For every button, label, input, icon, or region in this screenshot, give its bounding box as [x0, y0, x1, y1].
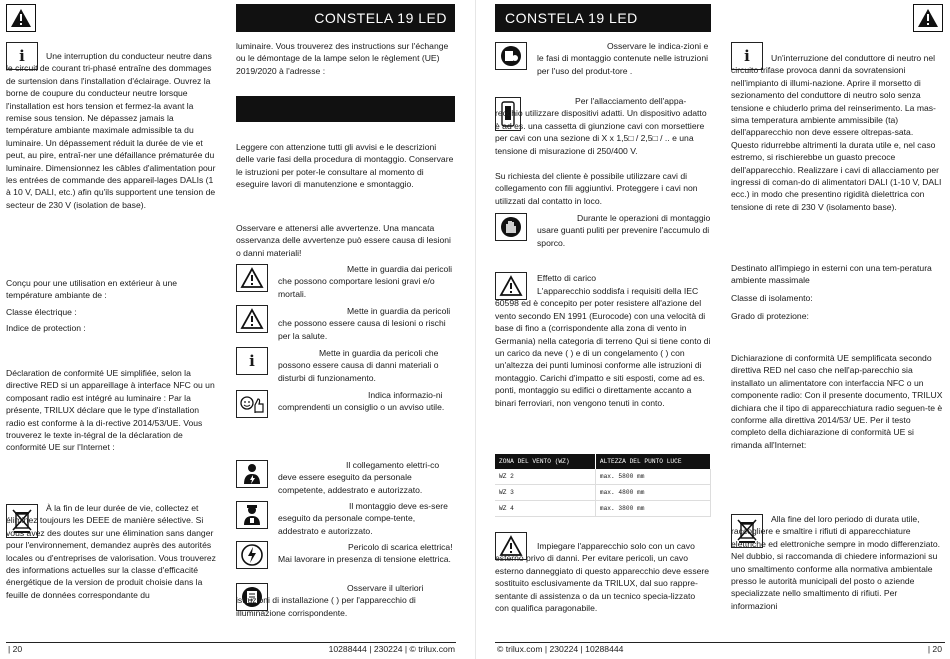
header-bar	[495, 4, 711, 32]
tip-text: Indica informazio-ni comprendenti un consiglio o un avviso utile.	[278, 390, 445, 413]
table-cell: WZ 2	[495, 469, 595, 485]
caution-warning-icon	[236, 305, 268, 333]
right-column-1	[495, 40, 711, 635]
left-column-1	[6, 40, 220, 635]
protection-degree-label: Grado di protezione:	[731, 311, 809, 321]
table-header-light-height: ALTEZZA DEL PUNTO LUCE	[595, 454, 710, 469]
request-text: Su richiesta del cliente è possibile utilizzare cavi di collegamento con fili aggiuntivi. Proteggere i cavi non utilizzati dal contatto in loco.	[495, 171, 698, 206]
electrician-text: Il collegamento elettri-co deve essere eseguito da personale competente, addestrato e autorizzato.	[278, 460, 440, 495]
clean-hands-text: Durante le operazioni di montaggio usare guanti puliti per prevenire l'accumulo di sporco.	[537, 213, 711, 248]
footer-page-number: | 20	[927, 643, 942, 654]
conformity-text: Dichiarazione di conformità UE semplificata secondo direttiva RED nel caso che nell'ap-parecchio sia installato un alimentatore con interfaccia NFC o un componente radio: Con il presente documento, TRILUX dichiara che il tipo di apparecchiatura radio seguen-te è conforme alla direttiva 2014/53/ UE. Per il testo completo della dichiarazione di conformità UE si rimanda all'Internet:	[731, 353, 943, 450]
table-cell: WZ 3	[495, 485, 595, 501]
tip-thumbs-up-icon	[236, 390, 268, 418]
insulation-class-label: Classe di isolamento:	[731, 293, 813, 303]
installer-icon	[236, 501, 268, 529]
header-title: CONSTELA 19 LED	[314, 9, 447, 26]
connection-text: Per l'allacciamento dell'appa-recchio utilizzare dispositivi adatti. Un dispositivo adatto è ad es. una cassetta di giunzione cavi con morsettiere per cavi con una sezione di X x 1,5□ / 2,5□ / .. e una tensione di misurazione di 250/400 V.	[495, 96, 707, 156]
table-cell: WZ 4	[495, 501, 595, 517]
table-cell: max. 5800 mm	[595, 469, 710, 485]
undamaged-cable-text: Impiegare l'apparecchio solo con un cavo esterno privo di danni. Per evitare pericoli, un cavo esterno danneggiato di questo apparecchio deve essere sostituito esclusivamente da TRILUX, dal suo rappre-sentante di assistenza o da un tecnico specia-lizzato con qualifica paragonabile.	[495, 541, 710, 614]
read-instructions-text: Leggere con attenzione tutti gli avvisi e le descrizioni delle varie fasi della procedura di montaggio. Conservare le istruzioni per poter-le consultare al momento di eseguire lavori di manutenzione e smontaggio.	[236, 142, 454, 190]
table-row	[495, 485, 711, 501]
shock-text: Pericolo di scarica elettrica! Mai lavorare in presenza di tensione elettrica.	[278, 542, 453, 565]
wind-zone-table	[495, 454, 711, 517]
load-text: L'apparecchio soddisfa i requisiti della IEC 60598 ed è concepito per poter resistere all'azione del vento secondo EN 1991 (Eurocode) con una velocità di base di fino a (corrispondente alla zona di vento in Germania) nella categoria di terreno Qui si tiene conto di un carico da neve ( ) e di un congelamento ( ) con un'altezza dei punti luminosi conforme alle istruzioni di montaggio. Carichi d'impatto e siti esposti, come ad es. ponti, montaggio su edifici o direttamente accanto a binari ferroviari, non vengono tenuti in conto.	[495, 286, 711, 408]
table-cell: max. 3800 mm	[595, 501, 710, 517]
table-header-wind-zone: ZONA DEL VENTO (WZ)	[495, 454, 595, 469]
danger-warning-icon	[236, 264, 268, 292]
info-icon: i	[6, 42, 38, 70]
outdoor-use-text: Destinato all'impiego in esterni con una tem-peratura ambiente massimale	[731, 263, 932, 286]
table-row	[495, 501, 711, 517]
electrician-icon	[236, 460, 268, 488]
manufacturer-instructions-icon	[495, 42, 527, 70]
observe-warnings-text: Osservare e attenersi alle avvertenze. Una mancata osservanza delle avvertenze può essere causa di lesioni o danni materiali!	[236, 223, 451, 258]
luminaire-instructions-text: luminaire. Vous trouverez des instructions sur l'échange ou le démontage de la lampe selon le règlement (UE) 2019/2020 à l'adresse :	[236, 41, 449, 76]
table-row	[495, 469, 711, 485]
footer-doc-info: 10288444 | 230224 | © trilux.com	[328, 643, 455, 654]
further-instructions-text: Osservare il ulteriori istruzioni di installazione ( ) per l'apparecchio di illuminazione corrispondente.	[236, 583, 424, 618]
conformity-text: Déclaration de conformité UE simplifiée, selon la directive RED si un appareillage à interface NFC ou un composant radio est intégré au luminaire : Par la présente, TRILUX déclare que le type d'installation radio est conforme à la di-rective 2014/53/UE. Vous trouverez le texte in-tégral de la déclaration de conformité UE sur l'Internet :	[6, 368, 215, 453]
left-column-2	[236, 40, 455, 635]
info-note-text: Un'interruzione del conduttore di neutro nel circuito trifase provoca danni da sovratensioni nell'impianto di illumi-nazione. Aprire il morsetto di sezionamento del conduttore di neutro solo senza tensione e chiuderlo prima del reinserimento. La mas-sima temperatura ambiente ammissibile (ta) dell'apparecchio non deve essere oltrepas-sata. Questo ridurrebbe altrimenti la durata utile e, nel caso estremo, si rischierebbe un guasto precoce dell'apparecchio. Realizzare i cavi di allacciamento per ingressi di coman-do di alimentatori DALI (1-10 V, DALI ecc.) in modo che presentino rigidità dielettrica con tensione di rete di 230 V (isolamento base).	[731, 53, 942, 212]
warning-triangle-icon	[913, 4, 943, 32]
info-note-text: Une interruption du conducteur neutre dans le circuit de courant tri-phasé entraîne des dommages de surtension dans l'installation d'éclairage. Ouvrez la borne de coupure du conducteur neutre lorsque l'installation est hors tension et fermez-la avant la remise sous tension. Ne dépassez jamais la température ambiante maximale admissible ta du luminaire. Un dépassement réduit la durée de vie et peut, au pire, entraî-ner une défaillance prématurée du luminaire. Dimensionnez les câbles d'alimentation pour les entrées de commande des appareil-lages DALIs (1 à 10 V, DALI, etc.) afin qu'ils supportent une tension de secteur de 230 V (isolation de base).	[6, 51, 216, 210]
footer-page-number: | 20	[8, 643, 23, 654]
footer-doc-info: © trilux.com | 230224 | 10288444	[497, 643, 624, 654]
weee-text: À la fin de leur durée de vie, collectez et éliminez toujours les DEEE de manière sélective. Si vous avez des doutes sur une élimination sans danger pour l'environnement, demandez auprès des autorités locales ou d'entreprises de valorisation. Vous trouverez des informations actuelles sur la classe d'efficacité énergétique de la version de produit choisie dans la feuille de données correspondante du	[6, 503, 216, 600]
section-heading-bar	[236, 96, 455, 122]
warn-danger-text: Mette in guardia dai pericoli che possono comportare lesioni gravi e/o mortali.	[278, 264, 453, 299]
load-title: Effetto di carico	[537, 273, 597, 283]
outdoor-use-text: Conçu pour une utilisation en extérieur à une température ambiante de :	[6, 278, 178, 301]
installer-text: Il montaggio deve es-sere eseguito da personale compe-tente, addestrato e autorizzato.	[278, 501, 448, 536]
warn-caution-text: Mette in guardia da pericoli che possono essere causa di lesioni o rischi per la salute.	[278, 306, 451, 341]
table-cell: max. 4800 mm	[595, 485, 710, 501]
header-title: CONSTELA 19 LED	[505, 9, 638, 26]
right-column-2	[731, 40, 943, 635]
header-bar	[236, 4, 455, 32]
info-icon: i	[731, 42, 763, 70]
clean-gloves-icon	[495, 213, 527, 241]
weee-text: Alla fine del loro periodo di durata utile, raccogliere e smaltire i rifiuti di apparecchiature elettriche ed elettroniche sempre in modo differenziato. Nel dubbio, si raccomanda di chiedere informazioni su uno smaltimento conforme alla normativa ambientale presso le autorità municipali del posto o aziende specializzate nello smaltimento di rifiuti. Per informazioni	[731, 514, 941, 611]
electric-class-label: Classe électrique :	[6, 307, 77, 317]
notice-info-icon: i	[236, 347, 268, 375]
right-page	[475, 0, 950, 659]
warning-triangle-icon	[6, 4, 36, 32]
warn-notice-text: Mette in guardia da pericoli che possono essere causa di danni materiali o disturbi di funzionamento.	[278, 348, 439, 383]
observe-steps-text: Osservare le indica-zioni e le fasi di montaggio contenute nelle istruzioni per l'uso del produt-tore .	[537, 41, 709, 76]
protection-index-label: Indice de protection :	[6, 323, 86, 333]
electric-shock-icon	[236, 541, 268, 569]
